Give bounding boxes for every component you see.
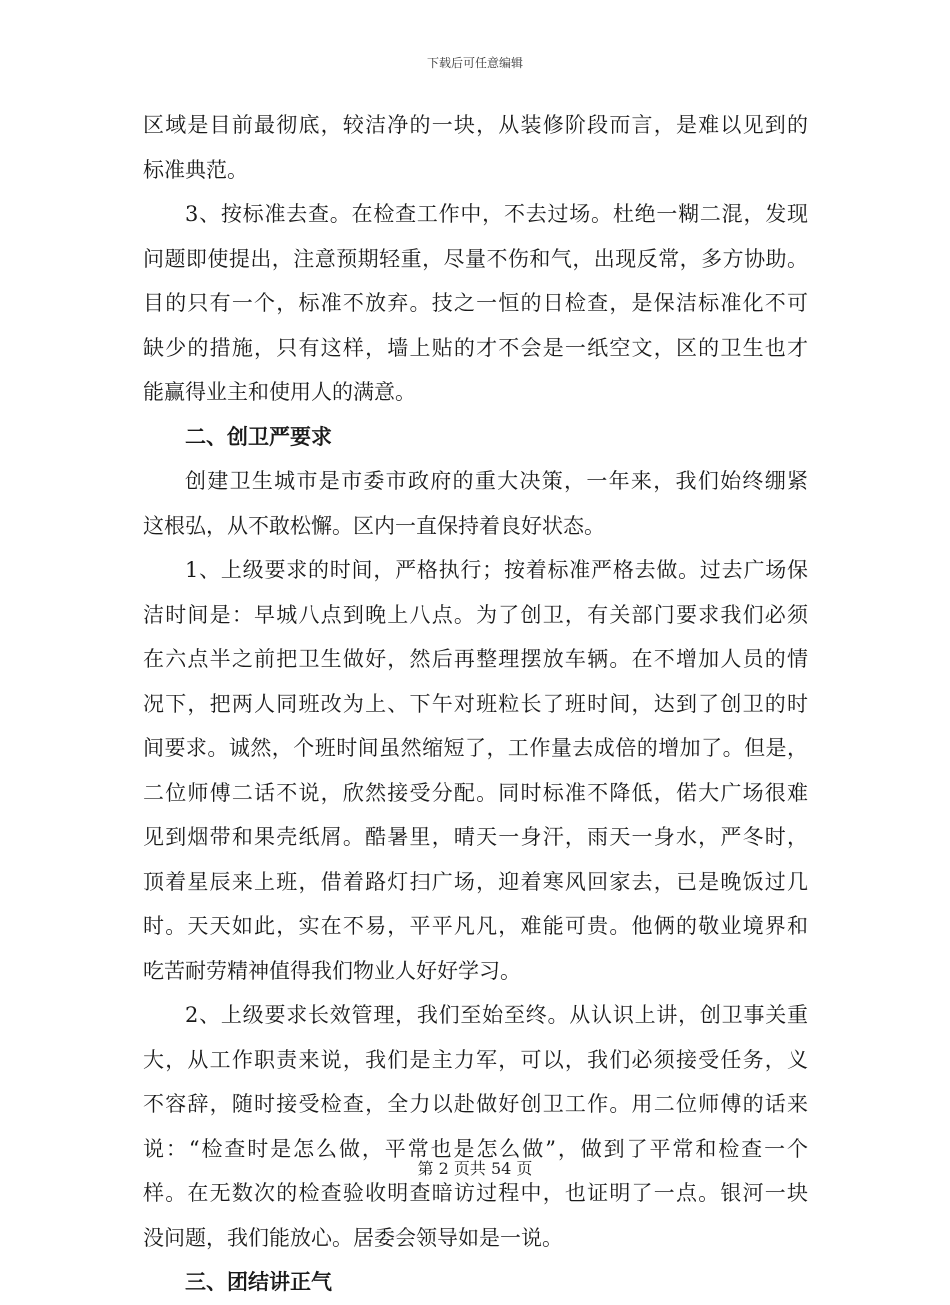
paragraph-line: 没问题，我们能放心。居委会领导如是一说。	[143, 1225, 563, 1250]
paragraph-line: 目的只有一个，标准不放弃。技之一恒的日检查，是保洁标准化不可	[143, 291, 808, 315]
paragraph-line: 区域是目前最彻底，较洁净的一块，从装修阶段而言，是难以见到的	[143, 113, 808, 137]
paragraph-line: 样。在无数次的检查验收明查暗访过程中，也证明了一点。银河一块	[143, 1181, 808, 1205]
paragraph-line: 问题即使提出，注意预期轻重，尽量不伤和气，出现反常，多方协助。	[143, 246, 808, 271]
paragraph-line: 3、按标准去查。在检查工作中，不去过场。杜绝一糊二混，发现	[185, 202, 808, 226]
paragraph-line: 能赢得业主和使用人的满意。	[143, 380, 416, 404]
section-heading: 二、创卫严要求	[185, 424, 332, 449]
paragraph-line: 大，从工作职责来说，我们是主力军，可以，我们必须接受任务，义	[143, 1047, 808, 1072]
page-header: 下载后可任意编辑	[426, 56, 523, 70]
paragraph-line: 洁时间是：早城八点到晚上八点。为了创卫，有关部门要求我们必须	[143, 602, 808, 627]
paragraph-line: 吃苦耐劳精神值得我们物业人好好学习。	[143, 958, 521, 983]
paragraph-line: 说：“检查时是怎么做，平常也是怎么做”，做到了平常和检查一个	[143, 1136, 808, 1161]
paragraph-line: 间要求。诚然，个班时间虽然缩短了，工作量去成倍的增加了。但是，	[143, 736, 808, 760]
paragraph-line: 二位师傅二话不说，欣然接受分配。同时标准不降低，偌大广场很难	[143, 780, 808, 805]
document-body	[143, 103, 808, 1305]
paragraph-line: 顶着星辰来上班，借着路灯扫广场，迎着寒风回家去，已是晚饭过几	[143, 869, 808, 894]
paragraph-line: 创建卫生城市是市委市政府的重大决策，一年来，我们始终绷紧	[185, 469, 808, 493]
paragraph-line: 1、上级要求的时间，严格执行；按着标准严格去做。过去广场保	[185, 558, 808, 582]
paragraph-line: 不容辞，随时接受检查，全力以赴做好创卫工作。用二位师傅的话来	[143, 1092, 808, 1116]
section-heading: 三、团结讲正气	[185, 1270, 332, 1294]
paragraph-line: 缺少的措施，只有这样，墙上贴的才不会是一纸空文，区的卫生也才	[143, 335, 808, 360]
page-footer: 第 2 页共 54 页	[417, 1159, 533, 1178]
paragraph-line: 标准典范。	[143, 157, 248, 182]
paragraph-line: 2、上级要求长效管理，我们至始至终。从认识上讲，创卫事关重	[185, 1003, 808, 1027]
paragraph-line: 在六点半之前把卫生做好，然后再整理摆放车辆。在不增加人员的情	[143, 647, 808, 671]
paragraph-line: 时。天天如此，实在不易，平平凡凡，难能可贵。他俩的敬业境界和	[143, 914, 808, 938]
paragraph-line: 见到烟带和果壳纸屑。酷暑里，晴天一身汗，雨天一身水，严冬时，	[143, 825, 808, 849]
paragraph-line: 况下，把两人同班改为上、下午对班粒长了班时间，达到了创卫的时	[143, 691, 808, 716]
paragraph-line: 这根弘，从不敢松懈。区内一直保持着良好状态。	[143, 513, 605, 538]
